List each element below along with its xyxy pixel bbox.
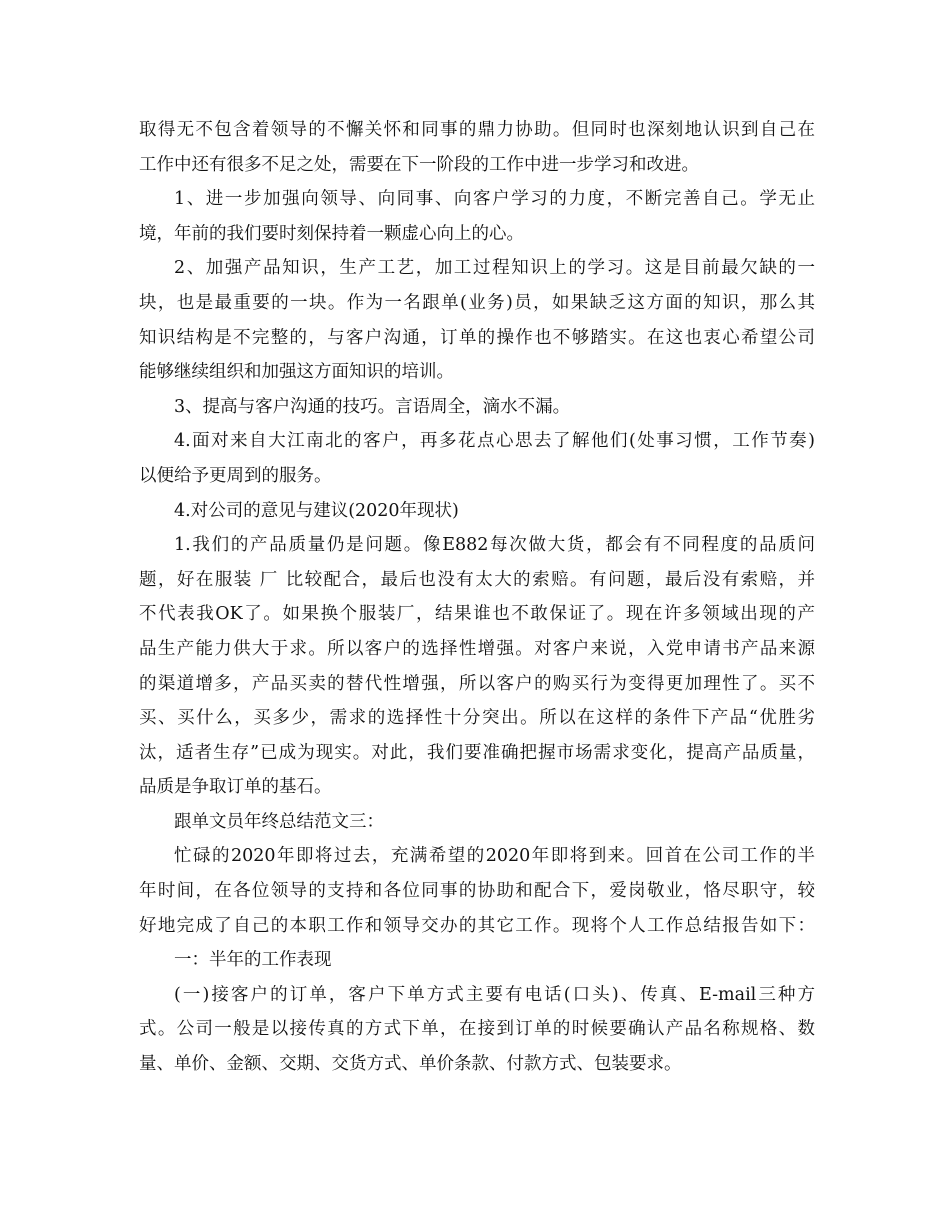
text-line: 3、提高与客户沟通的技巧。言语周全，滴水不漏。 — [174, 396, 571, 417]
text-line: 取得无不包含着领导的不懈关怀和同事的鼎力协助。但同时也深刻地认识到自己在 — [139, 120, 815, 140]
text-line: 量、单价、金额、交期、交货方式、单价条款、付款方式、包装要求。 — [139, 1054, 682, 1075]
text-line: 1.我们的产品质量仍是问题。像E882每次做大货，都会有不同程度的品质问 — [174, 535, 815, 556]
text-line: 的渠道增多，产品买卖的替代性增强，所以客户的购买行为变得更加理性了。买不 — [139, 673, 815, 694]
subsection-heading: 一：半年的工作表现 — [174, 950, 332, 971]
text-line: 4.对公司的意见与建议(2020年现状) — [174, 500, 459, 521]
text-line: 不代表我OK了。如果换个服装厂，结果谁也不敢保证了。现在许多领域出现的产 — [139, 604, 815, 625]
text-line: 品质是争取订单的基石。 — [139, 777, 332, 798]
text-line: (一)接客户的订单，客户下单方式主要有电话(口头)、传真、E-mail三种方 — [174, 984, 815, 1005]
text-line: 1、进一步加强向领导、向同事、向客户学习的力度，不断完善自己。学无止 — [174, 189, 815, 210]
text-line: 块，也是最重要的一块。作为一名跟单(业务)员，如果缺乏这方面的知识，那么其 — [139, 292, 815, 313]
text-line: 境，年前的我们要时刻保持着一颗虚心向上的心。 — [139, 223, 524, 244]
text-line: 工作中还有很多不足之处，需要在下一阶段的工作中进一步学习和改进。 — [139, 154, 699, 175]
text-line: 买、买什么，买多少，需求的选择性十分突出。所以在这样的条件下产品“优胜劣 — [139, 708, 815, 729]
text-line: 题，好在服装 厂 比较配合，最后也没有太大的索赔。有问题，最后没有索赔，并 — [139, 569, 815, 590]
text-line: 以便给予更周到的服务。 — [139, 465, 332, 486]
text-line: 2、加强产品知识，生产工艺，加工过程知识上的学习。这是目前最欠缺的一 — [174, 258, 815, 279]
text-line: 汰，适者生存”已成为现实。对此，我们要准确把握市场需求变化，提高产品质量， — [139, 742, 815, 763]
text-line: 忙碌的2020年即将过去，充满希望的2020年即将到来。回首在公司工作的半 — [174, 846, 815, 867]
text-line: 能够继续组织和加强这方面知识的培训。 — [139, 362, 454, 383]
text-line: 品生产能力供大于求。所以客户的选择性增强。对客户来说，入党申请书产品来源 — [139, 638, 815, 659]
document-body — [139, 113, 815, 1082]
text-line: 年时间，在各位领导的支持和各位同事的协助和配合下，爱岗敬业，恪尽职守，较 — [139, 881, 815, 902]
text-line: 好地完成了自己的本职工作和领导交办的其它工作。现将个人工作总结报告如下： — [139, 915, 815, 936]
text-line: 知识结构是不完整的，与客户沟通，订单的操作也不够踏实。在这也衷心希望公司 — [139, 327, 815, 348]
section-heading: 跟单文员年终总结范文三： — [174, 811, 384, 832]
text-line: 式。公司一般是以接传真的方式下单，在接到订单的时候要确认产品名称规格、数 — [139, 1019, 815, 1040]
text-line: 4.面对来自大江南北的客户，再多花点心思去了解他们(处事习惯，工作节奏) — [174, 431, 815, 452]
